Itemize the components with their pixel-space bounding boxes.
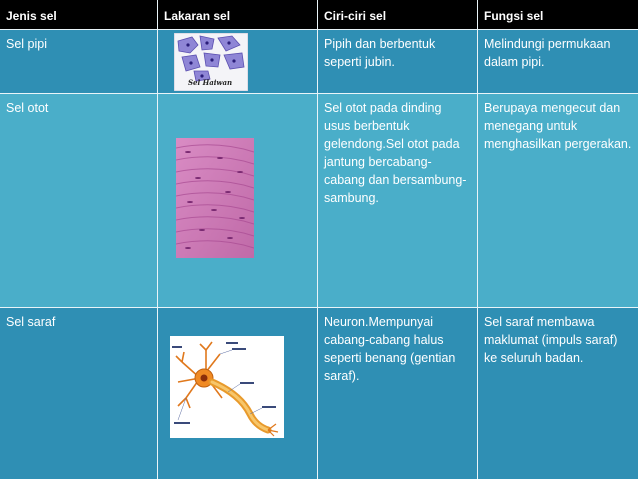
cell-lakaran — [158, 30, 318, 94]
cell-jenis: Sel otot — [0, 94, 158, 308]
header-jenis-sel: Jenis sel — [0, 0, 158, 30]
header-ciri-ciri-sel: Ciri-ciri sel — [318, 0, 478, 30]
cheek-cell-image-caption: Sel Haiwan — [188, 78, 233, 87]
table-row-sel-saraf — [0, 308, 638, 479]
muscle-cell-image — [176, 138, 254, 258]
table-row-sel-pipi — [0, 30, 638, 94]
header-lakaran-sel: Lakaran sel — [158, 0, 318, 30]
cell-ciri: Neuron.Mempunyai cabang-cabang halus seperti benang (gentian saraf). — [318, 308, 478, 479]
cell-lakaran — [158, 94, 318, 308]
cell-jenis: Sel pipi — [0, 30, 158, 94]
table-header-row — [0, 0, 638, 30]
neuron-image — [170, 336, 284, 438]
cell-ciri: Pipih dan berbentuk seperti jubin. — [318, 30, 478, 94]
cell-ciri: Sel otot pada dinding usus berbentuk gelendong.Sel otot pada jantung bercabang-cabang dan bersambung-sambung. — [318, 94, 478, 308]
cell-lakaran — [158, 308, 318, 479]
cell-fungsi: Sel saraf membawa maklumat (impuls saraf) ke seluruh badan. — [484, 315, 618, 365]
cell-jenis: Sel saraf — [0, 308, 158, 479]
cell-fungsi: Berupaya mengecut dan menegang untuk menghasilkan pergerakan. — [478, 94, 638, 308]
header-fungsi-sel: Fungsi sel — [478, 0, 638, 30]
cell-fungsi: Melindungi permukaan dalam pipi. — [478, 30, 638, 94]
table-row-sel-otot — [0, 94, 638, 308]
